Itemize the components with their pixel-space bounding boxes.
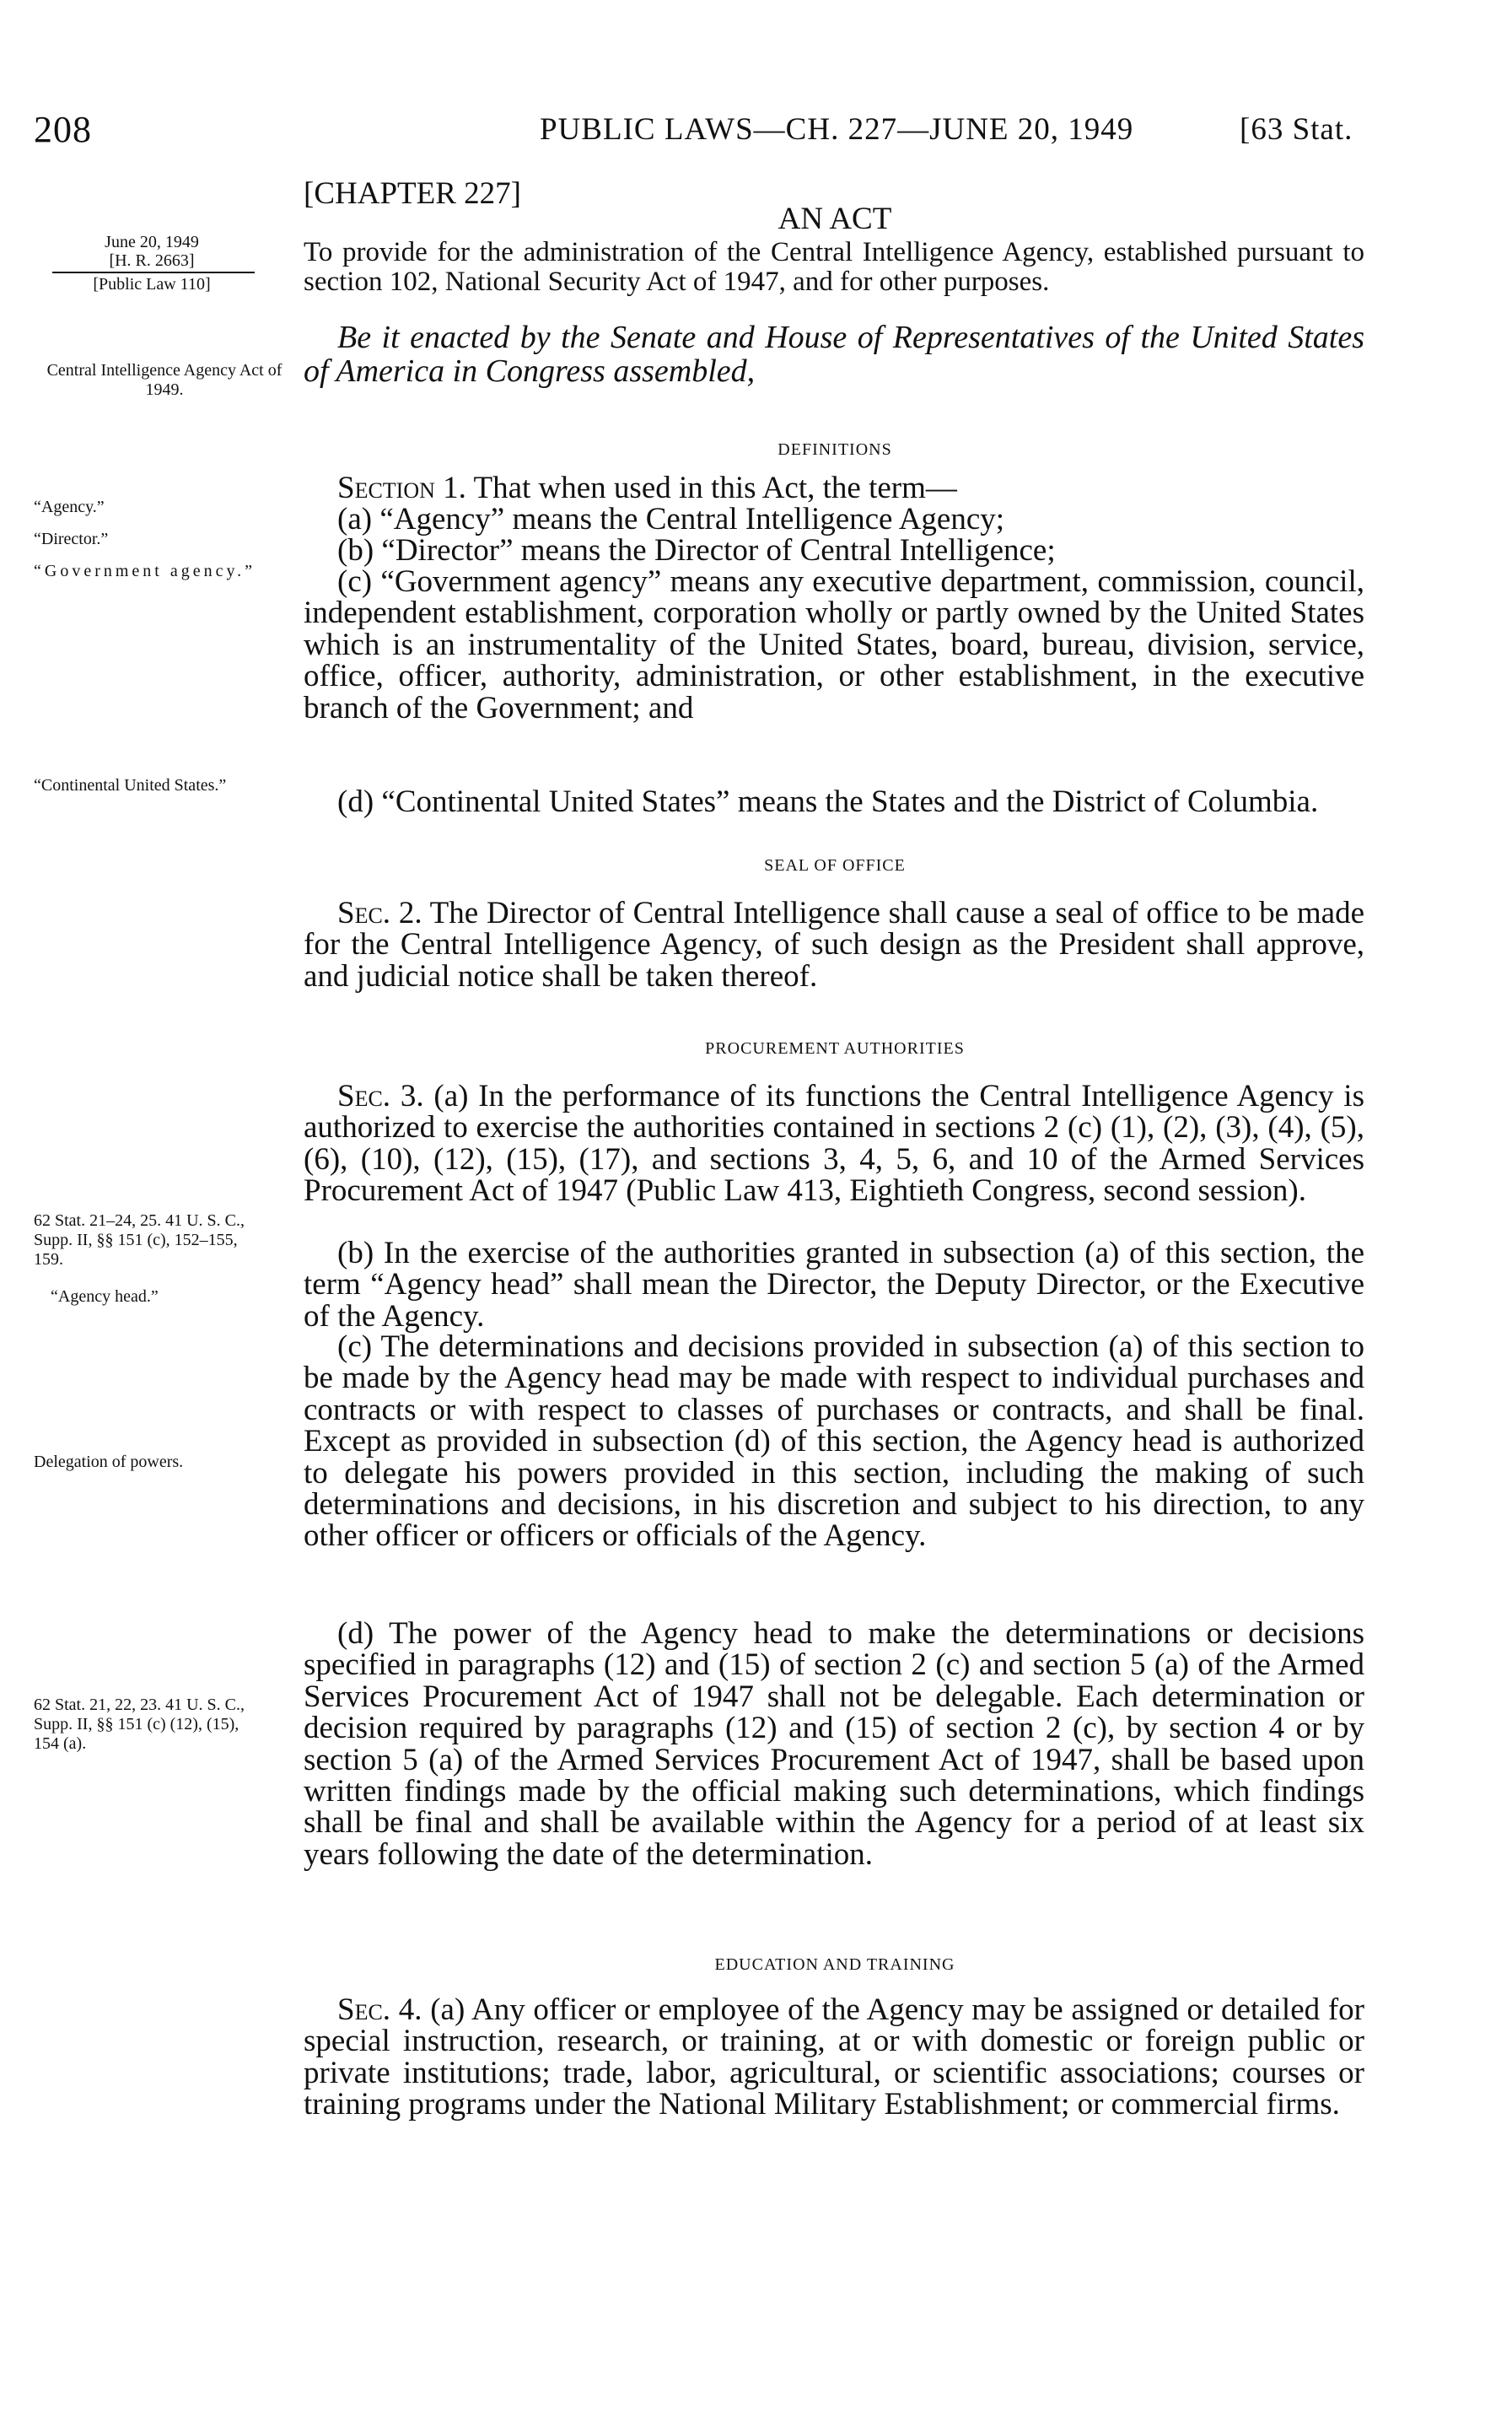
margin-director: “Director.” bbox=[34, 530, 109, 548]
act-purpose bbox=[304, 238, 1364, 297]
def-d: (d) “Continental United States” means the States and the District of Columbia. bbox=[337, 784, 1319, 819]
sec3-d: (d) The power of the Agency head to make the determinations or decisions specified in paragraphs (12) and (15) of section 2 (c) and section 5 (a) of the Armed Services Procurement Act of 1947 shall not be delegable. Each determination or decision required by paragraphs (12) and (15) of section 2 (c), by section 4 or by section 5 (a) of the Armed Services Procurement Act of 1947, shall be based upon written findings made by the official making such determinations, which findings shall be final and shall be available within the Agency for a period of at least six years following the date of the determination. bbox=[304, 1616, 1364, 1872]
sec3-b: (b) In the exercise of the authorities granted in subsection (a) of this section, the term “Agency head” shall mean the Director, the Deputy Director, or the Executive of the Agency. bbox=[304, 1236, 1364, 1334]
sec1-lead-text: 1. That when used in this Act, the term— bbox=[434, 471, 957, 505]
sec1-lead bbox=[304, 472, 1364, 504]
heading-definitions: DEFINITIONS bbox=[778, 440, 892, 459]
margin-short-title: Central Intelligence Agency Act of 1949. bbox=[46, 361, 282, 399]
sec2 bbox=[304, 898, 1364, 992]
sec4-a-text: 4. (a) Any officer or employee of the Agency may be assigned or detailed for special instruction, research, or training, at or with domestic or foreign public or private institutions; trade, labor, agricultural, or scientific associations; courses or training programs under the National Military Establishment; or commercial firms. bbox=[304, 1992, 1364, 2122]
sec3-label: Sec. bbox=[337, 1079, 391, 1113]
margin-agency: “Agency.” bbox=[34, 498, 105, 516]
sec3-a-text: 3. (a) In the performance of its functions the Central Intelligence Agency is authorized to exercise the authorities contained in sections 2 (c) (1), (2), (3), (4), (5), (6), (10), (12), (15), (17), and sections 3, 4, 5, 6, and 10 of the Armed Services Procurement Act of 1947 (Public Law 413, Eightieth Congress, second session). bbox=[304, 1079, 1364, 1209]
margin-cite-1: 62 Stat. 21–24, 25. 41 U. S. C., Supp. II, §§ 151 (c), 152–155, 159. bbox=[34, 1211, 245, 1269]
margin-agency-head: “Agency head.” bbox=[51, 1287, 159, 1306]
heading-education: EDUCATION AND TRAINING bbox=[714, 1955, 955, 1974]
sec2-label: Sec. bbox=[337, 896, 391, 930]
sec4-label: Sec. bbox=[337, 1992, 391, 2027]
def-a: (a) “Agency” means the Central Intelligence Agency; bbox=[337, 502, 1005, 536]
sec3-c: (c) The determinations and decisions provided in subsection (a) of this section to be made by the Agency head may be made with respect to individual purchases and contracts or with respect to classes of purchases or contracts, and shall be final. Except as provided in subsection (d) of this section, the Agency head is authorized to delegate his powers provided in this section, including the making of such determinations and decisions, in his discretion and subject to his direction, to any other officer or officers or officials of the Agency. bbox=[304, 1329, 1364, 1554]
margin-government-agency: “Government agency.” bbox=[34, 562, 256, 580]
sec4-a bbox=[304, 1994, 1364, 2121]
def-b: (b) “Director” means the Director of Central Intelligence; bbox=[337, 533, 1056, 568]
margin-delegation: Delegation of powers. bbox=[34, 1453, 184, 1471]
margin-cite-2: 62 Stat. 21, 22, 23. 41 U. S. C., Supp. II, §§ 151 (c) (12), (15), 154 (a). bbox=[34, 1696, 245, 1753]
sec2-text: 2. The Director of Central Intelligence shall cause a seal of office to be made for the Central Intelligence Agency, of such design as the President shall approve, and judicial notice shall be taken thereof. bbox=[304, 896, 1364, 994]
margin-public-law: [Public Law 110] bbox=[93, 275, 211, 294]
act-label: AN ACT bbox=[778, 202, 892, 236]
heading-procurement: PROCUREMENT AUTHORITIES bbox=[705, 1039, 965, 1058]
margin-continental-us: “Continental United States.” bbox=[34, 776, 227, 795]
enacting-clause: Be it enacted by the Senate and House of Representatives of the United States of America in Congress assembled, bbox=[304, 320, 1364, 389]
act-purpose-text: To provide for the administration of the Central Intelligence Agency, established pursuant to section 102, National Security Act of 1947, and for other purposes. bbox=[304, 237, 1364, 297]
margin-bill: [H. R. 2663] bbox=[109, 251, 195, 270]
margin-date: June 20, 1949 bbox=[105, 233, 199, 251]
heading-seal: SEAL OF OFFICE bbox=[764, 856, 906, 875]
chapter-label: [CHAPTER 227] bbox=[304, 176, 521, 211]
margin-divider bbox=[52, 272, 255, 273]
def-c: (c) “Government agency” means any executive department, commission, council, independent establishment, corporation wholly or partly owned by the United States which is an instrumentality of the United States, board, bureau, division, service, office, officer, authority, administration, or other establishment, in the executive branch of the Government; and bbox=[304, 564, 1364, 725]
page-number: 208 bbox=[34, 109, 92, 150]
running-head-volume: [63 Stat. bbox=[1240, 112, 1353, 147]
running-head-title: PUBLIC LAWS—CH. 227—JUNE 20, 1949 bbox=[540, 112, 1134, 147]
sec3-a bbox=[304, 1081, 1364, 1207]
sec1-label: Section bbox=[337, 471, 435, 505]
